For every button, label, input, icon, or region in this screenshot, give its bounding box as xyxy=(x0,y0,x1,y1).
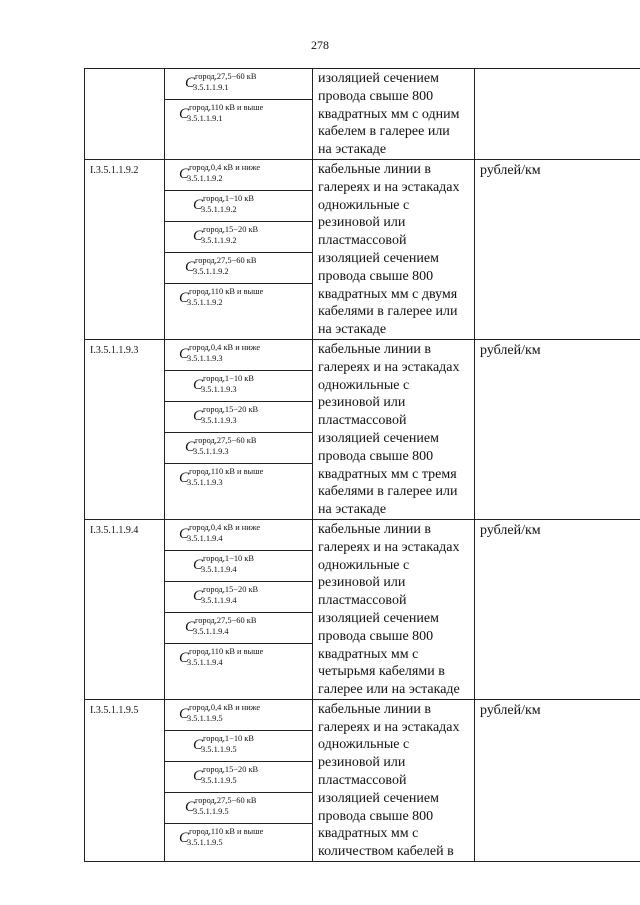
formula-symbol: C xyxy=(179,649,190,666)
description-line: провода свыше 800 xyxy=(318,88,434,104)
formula-superscript: город,110 кВ и выше xyxy=(189,646,264,656)
description-line: резиновой или xyxy=(318,575,406,591)
formula-subscript: 3.5.1.1.9.3 xyxy=(193,446,229,456)
formula-superscript: город,27,5−60 кВ xyxy=(195,795,257,805)
unit-cell: рублей/км xyxy=(475,339,640,519)
rate-formula xyxy=(165,613,312,644)
description-line: квадратных мм с xyxy=(318,646,419,662)
table-row xyxy=(85,699,640,861)
formula-superscript: город,1−10 кВ xyxy=(203,733,254,743)
description-line: резиновой или xyxy=(318,755,406,771)
rate-formula xyxy=(165,371,312,402)
formula-superscript: город,110 кВ и выше xyxy=(189,826,264,836)
formula-symbol: C xyxy=(193,407,204,424)
description-line: квадратных мм с одним xyxy=(318,106,460,122)
formula-subscript: 3.5.1.1.9.2 xyxy=(187,297,223,307)
formula-cell xyxy=(165,519,313,699)
formula-symbol: C xyxy=(185,798,196,815)
formula-superscript: город,110 кВ и выше xyxy=(189,103,264,112)
description-line: резиновой или xyxy=(318,215,406,231)
rate-formula xyxy=(165,582,312,613)
formula-subscript: 3.5.1.1.9.2 xyxy=(187,173,223,183)
formula-superscript: город,110 кВ и выше xyxy=(189,286,264,296)
formula-cell xyxy=(165,159,313,339)
formula-superscript: город,0,4 кВ и ниже xyxy=(189,702,261,712)
formula-symbol: C xyxy=(179,165,190,182)
rate-code: I.3.5.1.1.9.5 xyxy=(85,699,165,861)
formula-superscript: город,15−20 кВ xyxy=(203,584,259,594)
unit-cell: рублей/км xyxy=(475,699,640,861)
description-line: провода свыше 800 xyxy=(318,628,434,644)
rate-code: I.3.5.1.1.9.3 xyxy=(85,339,165,519)
formula-subscript: 3.5.1.1.9.3 xyxy=(187,477,223,487)
formula-superscript: город,15−20 кВ xyxy=(203,224,259,234)
description-cell xyxy=(313,69,475,160)
formula-cell xyxy=(165,339,313,519)
description-line: провода свыше 800 xyxy=(318,808,434,824)
formula-symbol: C xyxy=(193,736,204,753)
formula-subscript: 3.5.1.1.9.5 xyxy=(187,837,223,847)
description-line: кабелем в галерее или xyxy=(318,124,450,140)
description-line: на эстакаде xyxy=(318,142,387,158)
formula-subscript: 3.5.1.1.9.5 xyxy=(187,713,223,723)
rate-formula xyxy=(165,340,312,371)
description-line: изоляцией сечением xyxy=(318,430,439,446)
formula-superscript: город,0,4 кВ и ниже xyxy=(189,522,261,532)
description-line: количеством кабелей в xyxy=(318,844,454,860)
table-row xyxy=(85,159,640,339)
formula-superscript: город,110 кВ и выше xyxy=(189,466,264,476)
description-line: одножильные с xyxy=(318,737,410,753)
description-line: на эстакаде xyxy=(318,502,387,518)
rate-formula xyxy=(165,402,312,433)
formula-cell xyxy=(165,69,313,160)
rate-formula xyxy=(165,700,312,731)
formula-symbol: C xyxy=(185,75,196,91)
rate-formula xyxy=(165,551,312,582)
description-line: изоляцией сечением xyxy=(318,250,439,266)
formula-subscript: 3.5.1.1.9.4 xyxy=(187,657,223,667)
rate-formula xyxy=(165,793,312,824)
unit-cell: рублей/км xyxy=(475,519,640,699)
description-cell xyxy=(313,699,475,861)
description-line: провода свыше 800 xyxy=(318,448,434,464)
description-line: пластмассовой xyxy=(318,413,407,429)
formula-superscript: город,0,4 кВ и ниже xyxy=(189,162,261,172)
formula-subscript: 3.5.1.1.9.3 xyxy=(187,353,223,363)
formula-symbol: C xyxy=(185,438,196,455)
rate-formula xyxy=(165,824,312,854)
formula-superscript: город,27,5−60 кВ xyxy=(195,615,257,625)
formula-symbol: C xyxy=(185,258,196,275)
description-line: провода свыше 800 xyxy=(318,268,434,284)
formula-subscript: 3.5.1.1.9.1 xyxy=(193,83,229,92)
formula-subscript: 3.5.1.1.9.4 xyxy=(201,595,237,605)
description-line: галереях и на эстакадах xyxy=(318,359,460,375)
formula-superscript: город,27,5−60 кВ xyxy=(195,435,257,445)
description-line: галереях и на эстакадах xyxy=(318,179,460,195)
formula-subscript: 3.5.1.1.9.2 xyxy=(193,266,229,276)
formula-symbol: C xyxy=(179,525,190,542)
description-line: кабельные линии в xyxy=(318,521,432,537)
rates-table xyxy=(84,68,640,862)
description-line: одножильные с xyxy=(318,197,410,213)
formula-subscript: 3.5.1.1.9.2 xyxy=(201,235,237,245)
table-row xyxy=(85,519,640,699)
formula-superscript: город,15−20 кВ xyxy=(203,404,259,414)
formula-superscript: город,1−10 кВ xyxy=(203,193,254,203)
description-line: галерее или на эстакаде xyxy=(318,682,460,698)
table-row xyxy=(85,339,640,519)
description-line: одножильные с xyxy=(318,557,410,573)
rate-formula xyxy=(165,160,312,191)
rate-formula xyxy=(165,433,312,464)
page-number: 278 xyxy=(311,38,329,52)
description-line: пластмассовой xyxy=(318,773,407,789)
unit-cell xyxy=(475,69,640,160)
formula-symbol: C xyxy=(179,829,190,846)
description-line: квадратных мм с xyxy=(318,826,419,842)
rate-formula xyxy=(165,520,312,551)
formula-subscript: 3.5.1.1.9.5 xyxy=(201,744,237,754)
description-line: резиновой или xyxy=(318,395,406,411)
formula-subscript: 3.5.1.1.9.1 xyxy=(187,114,223,123)
rates-table-body xyxy=(85,69,640,862)
rate-formula xyxy=(165,644,312,674)
formula-symbol: C xyxy=(179,345,190,362)
rate-formula xyxy=(165,762,312,793)
rate-code: I.3.5.1.1.9.4 xyxy=(85,519,165,699)
rate-formula xyxy=(165,253,312,284)
description-line: изоляцией сечением xyxy=(318,610,439,626)
formula-subscript: 3.5.1.1.9.3 xyxy=(201,384,237,394)
formula-symbol: C xyxy=(179,106,190,122)
formula-subscript: 3.5.1.1.9.3 xyxy=(201,415,237,425)
description-cell xyxy=(313,159,475,339)
description-line: пластмассовой xyxy=(318,593,407,609)
description-line: кабельные линии в xyxy=(318,161,432,177)
table-row xyxy=(85,69,640,160)
formula-subscript: 3.5.1.1.9.5 xyxy=(201,775,237,785)
formula-symbol: C xyxy=(185,618,196,635)
description-line: квадратных мм с двумя xyxy=(318,286,458,302)
formula-symbol: C xyxy=(193,587,204,604)
formula-superscript: город,1−10 кВ xyxy=(203,553,254,563)
formula-superscript: город,0,4 кВ и ниже xyxy=(189,342,261,352)
formula-symbol: C xyxy=(179,705,190,722)
rate-formula xyxy=(165,191,312,222)
formula-superscript: город,1−10 кВ xyxy=(203,373,254,383)
formula-symbol: C xyxy=(193,556,204,573)
description-line: кабельные линии в xyxy=(318,341,432,357)
description-line: четырьмя кабелями в xyxy=(318,664,445,680)
formula-superscript: город,15−20 кВ xyxy=(203,764,259,774)
formula-subscript: 3.5.1.1.9.4 xyxy=(187,533,223,543)
formula-symbol: C xyxy=(179,289,190,306)
formula-symbol: C xyxy=(193,376,204,393)
rate-formula xyxy=(165,100,312,130)
description-cell xyxy=(313,519,475,699)
description-line: кабельные линии в xyxy=(318,701,432,717)
description-line: изоляцией сечением xyxy=(318,71,439,86)
formula-symbol: C xyxy=(193,227,204,244)
rate-formula xyxy=(165,222,312,253)
unit-cell: рублей/км xyxy=(475,159,640,339)
rate-formula xyxy=(165,464,312,494)
formula-subscript: 3.5.1.1.9.4 xyxy=(193,626,229,636)
rate-formula xyxy=(165,731,312,762)
formula-superscript: город,27,5−60 кВ xyxy=(195,255,257,265)
formula-cell xyxy=(165,699,313,861)
description-line: изоляцией сечением xyxy=(318,790,439,806)
formula-superscript: город,27,5−60 кВ xyxy=(195,72,257,81)
description-line: кабелями в галерее или xyxy=(318,484,458,500)
description-line: галереях и на эстакадах xyxy=(318,719,460,735)
rate-code: I.3.5.1.1.9.2 xyxy=(85,159,165,339)
rate-code xyxy=(85,69,165,160)
formula-symbol: C xyxy=(193,767,204,784)
description-line: пластмассовой xyxy=(318,233,407,249)
formula-subscript: 3.5.1.1.9.5 xyxy=(193,806,229,816)
formula-subscript: 3.5.1.1.9.2 xyxy=(201,204,237,214)
description-line: кабелями в галерее или xyxy=(318,304,458,320)
description-line: одножильные с xyxy=(318,377,410,393)
description-line: квадратных мм с тремя xyxy=(318,466,457,482)
rate-formula xyxy=(165,284,312,314)
rate-formula xyxy=(165,69,312,100)
formula-symbol: C xyxy=(193,196,204,213)
description-cell xyxy=(313,339,475,519)
formula-symbol: C xyxy=(179,469,190,486)
formula-subscript: 3.5.1.1.9.4 xyxy=(201,564,237,574)
description-line: на эстакаде xyxy=(318,322,387,338)
description-line: галереях и на эстакадах xyxy=(318,539,460,555)
